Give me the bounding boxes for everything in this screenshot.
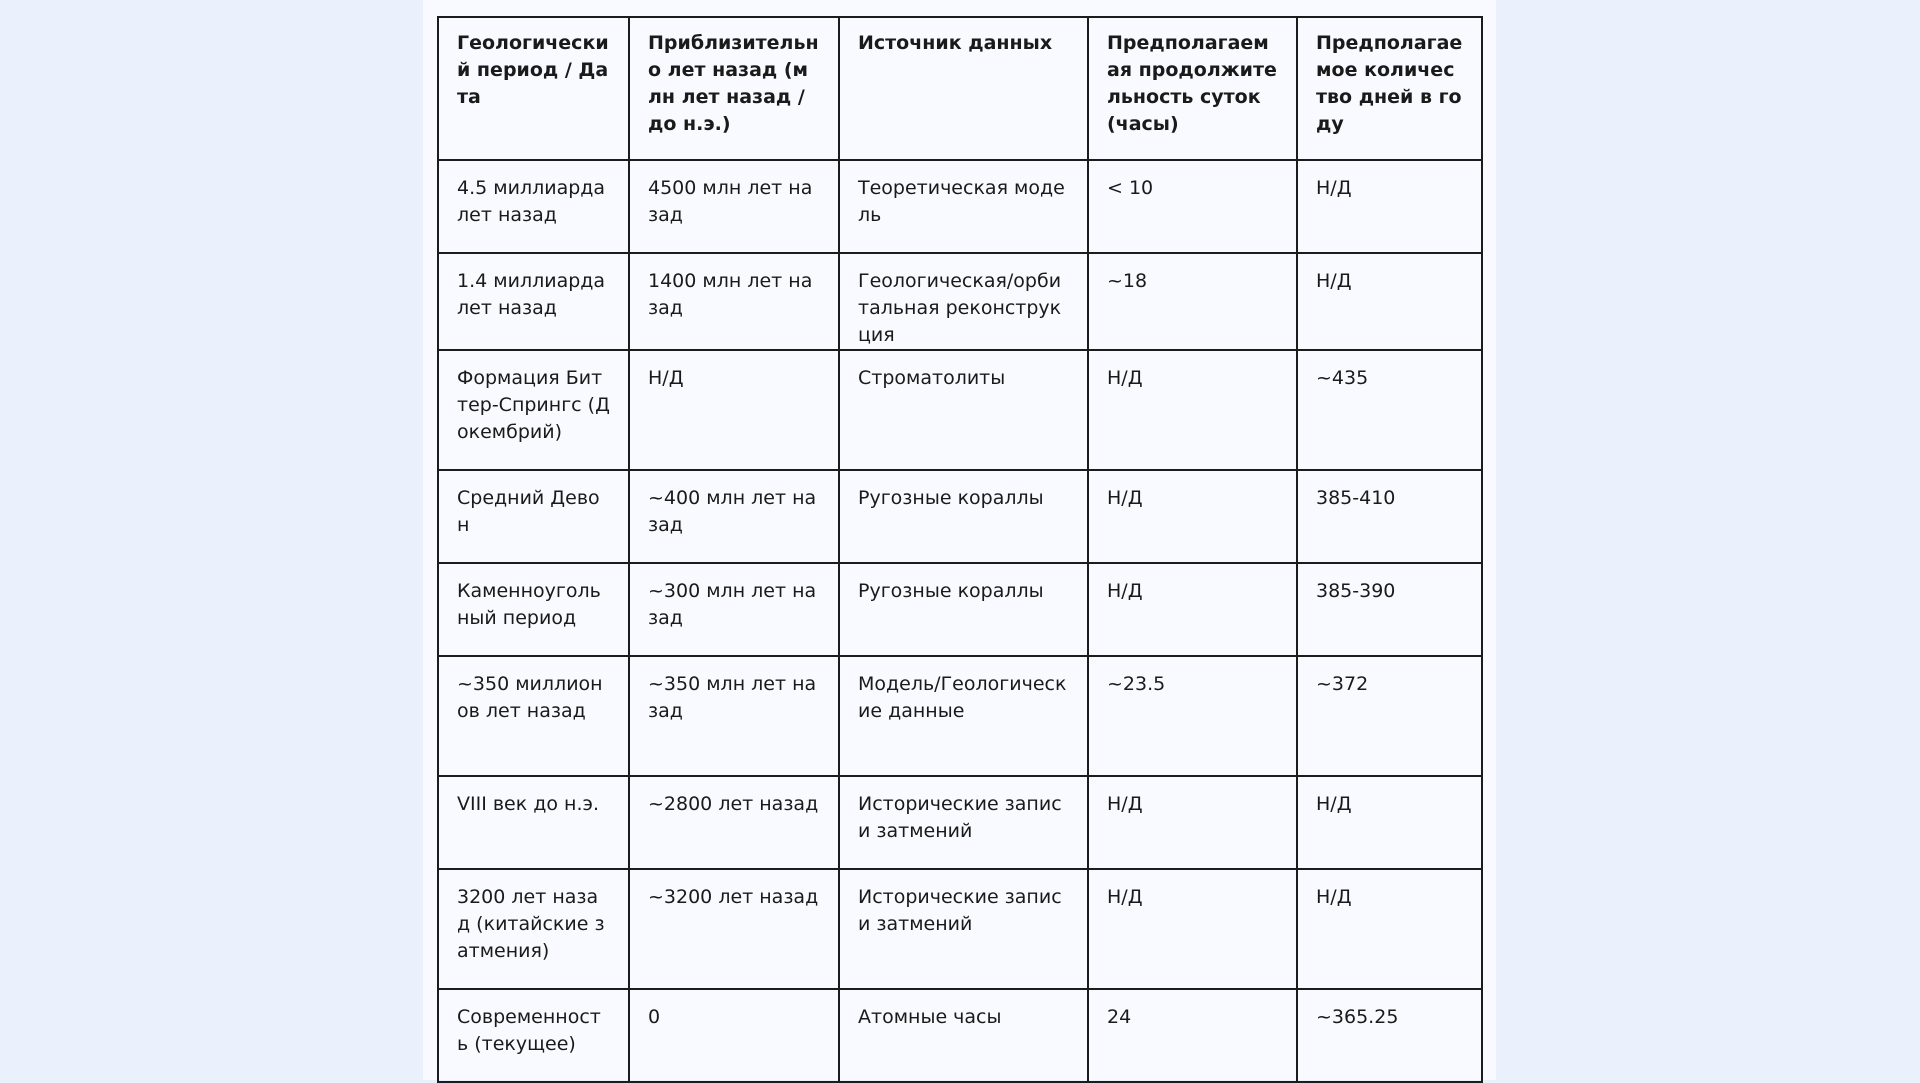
table-cell: Н/Д — [1088, 563, 1297, 656]
table-cell: Н/Д — [1088, 776, 1297, 869]
document-page — [423, 0, 1496, 1080]
table-cell: Каменноугольный период — [438, 563, 629, 656]
header-days-per-year: Предполагаемое количество дней в году — [1297, 17, 1482, 160]
table-row — [438, 563, 1482, 656]
header-period: Геологический период / Дата — [438, 17, 629, 160]
header-day-length: Предполагаемая продолжительность суток (часы) — [1088, 17, 1297, 160]
table-cell: 24 — [1088, 989, 1297, 1082]
table-cell: Н/Д — [1297, 776, 1482, 869]
header-data-source: Источник данных — [839, 17, 1088, 160]
table-cell: Современность (текущее) — [438, 989, 629, 1082]
table-cell: ~435 — [1297, 350, 1482, 470]
table-cell: ~3200 лет назад — [629, 869, 839, 989]
table-cell: Н/Д — [1297, 160, 1482, 253]
table-cell: ~350 миллионов лет назад — [438, 656, 629, 776]
table-row — [438, 776, 1482, 869]
table-cell: Н/Д — [629, 350, 839, 470]
table-cell: ~365.25 — [1297, 989, 1482, 1082]
table-cell: ~350 млн лет назад — [629, 656, 839, 776]
table-cell: Исторические записи затмений — [839, 776, 1088, 869]
table-row — [438, 470, 1482, 563]
table-cell: Н/Д — [1088, 470, 1297, 563]
table-cell: ~372 — [1297, 656, 1482, 776]
header-years-ago: Приблизительно лет назад (млн лет назад / до н.э.) — [629, 17, 839, 160]
table-row — [438, 989, 1482, 1082]
table-cell: 385-410 — [1297, 470, 1482, 563]
table-row — [438, 869, 1482, 989]
table-cell: Н/Д — [1088, 350, 1297, 470]
table-header-row — [438, 17, 1482, 160]
table-cell: ~2800 лет назад — [629, 776, 839, 869]
table-cell: Теоретическая модель — [839, 160, 1088, 253]
table-cell: Н/Д — [1088, 869, 1297, 989]
table-cell: Ругозные кораллы — [839, 563, 1088, 656]
table-cell: Ругозные кораллы — [839, 470, 1088, 563]
table-cell: 3200 лет назад (китайские затмения) — [438, 869, 629, 989]
table-cell: Геологическая/орбитальная реконструкция — [839, 253, 1088, 350]
table-cell: 0 — [629, 989, 839, 1082]
table-cell: VIII век до н.э. — [438, 776, 629, 869]
table-cell: Средний Девон — [438, 470, 629, 563]
day-length-table — [437, 16, 1483, 1083]
table-cell: 4.5 миллиарда лет назад — [438, 160, 629, 253]
table-row — [438, 253, 1482, 350]
table-cell: Н/Д — [1297, 253, 1482, 350]
table-cell: 1.4 миллиарда лет назад — [438, 253, 629, 350]
table-cell: ~18 — [1088, 253, 1297, 350]
table-cell: 385-390 — [1297, 563, 1482, 656]
table-cell: 1400 млн лет назад — [629, 253, 839, 350]
table-cell: < 10 — [1088, 160, 1297, 253]
table-cell: ~300 млн лет назад — [629, 563, 839, 656]
table-cell: ~23.5 — [1088, 656, 1297, 776]
table-cell: 4500 млн лет назад — [629, 160, 839, 253]
table-row — [438, 160, 1482, 253]
table-cell: Строматолиты — [839, 350, 1088, 470]
table-cell: Модель/Геологические данные — [839, 656, 1088, 776]
table-cell: Исторические записи затмений — [839, 869, 1088, 989]
table-cell: ~400 млн лет назад — [629, 470, 839, 563]
table-row — [438, 350, 1482, 470]
table-cell: Н/Д — [1297, 869, 1482, 989]
table-cell: Атомные часы — [839, 989, 1088, 1082]
table-row — [438, 656, 1482, 776]
table-cell: Формация Биттер-Спрингс (Докембрий) — [438, 350, 629, 470]
